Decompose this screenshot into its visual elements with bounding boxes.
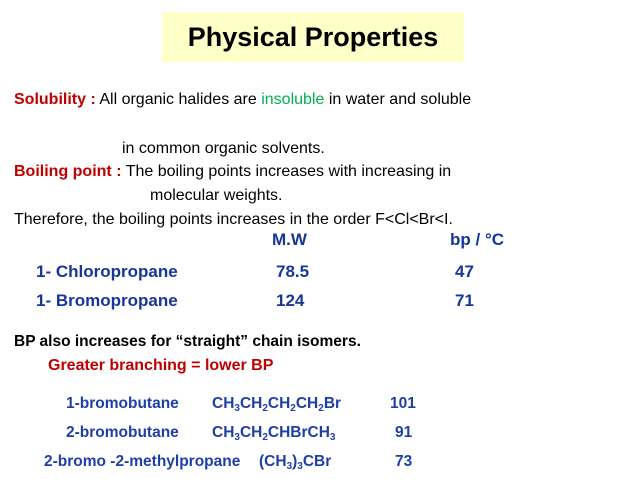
solubility-text-1: All organic halides are: [95, 91, 262, 108]
isomer-1-bp: 101: [390, 395, 416, 412]
branching-line-1: BP also increases for “straight” chain isomers.: [14, 333, 361, 350]
row-2-name: 1- Bromopropane: [36, 291, 178, 310]
isomer-3-formula: $(CH_3)_3CBr$: [259, 453, 332, 472]
isomer-2-formula: $CH_3CH_2CHBrCH_3$: [212, 424, 336, 443]
isomer-2-bp: 91: [395, 424, 413, 441]
isomer-1-name: 1-bromobutane: [66, 395, 179, 412]
row-1-name: 1- Chloropropane: [36, 262, 178, 281]
boiling-line-1: [14, 163, 451, 181]
isomer-1-formula: $CH_3CH_2CH_2CH_2Br$: [212, 395, 342, 414]
page-title: Physical Properties: [187, 22, 439, 52]
row-1-bp: 47: [455, 262, 474, 281]
isomer-2-name: 2-bromobutane: [66, 424, 179, 441]
isomer-3-name: 2-bromo -2-methylpropane: [44, 453, 241, 470]
insoluble-highlight: insoluble: [261, 91, 325, 108]
boiling-text-1: The boiling points increases with increasing in: [121, 163, 452, 180]
row-1-mw: 78.5: [276, 262, 310, 281]
boiling-line-2: molecular weights.: [150, 187, 283, 204]
solubility-text-2: in water and soluble: [324, 91, 472, 108]
boiling-line-3: Therefore, the boiling points increases in the order F<Cl<Br<I.: [14, 211, 453, 228]
row-2-bp: 71: [455, 291, 474, 310]
isomer-3-bp: 73: [395, 453, 413, 470]
solubility-line-2: in common organic solvents.: [122, 140, 325, 157]
mw-header: M.W: [272, 230, 307, 249]
boiling-label: Boiling point :: [14, 163, 122, 180]
bp-header: bp / °C: [450, 230, 505, 249]
solubility-label: Solubility :: [14, 91, 96, 108]
solubility-line-1: [14, 91, 471, 109]
branching-line-2: Greater branching = lower BP: [48, 357, 274, 374]
row-2-mw: 124: [276, 291, 305, 310]
